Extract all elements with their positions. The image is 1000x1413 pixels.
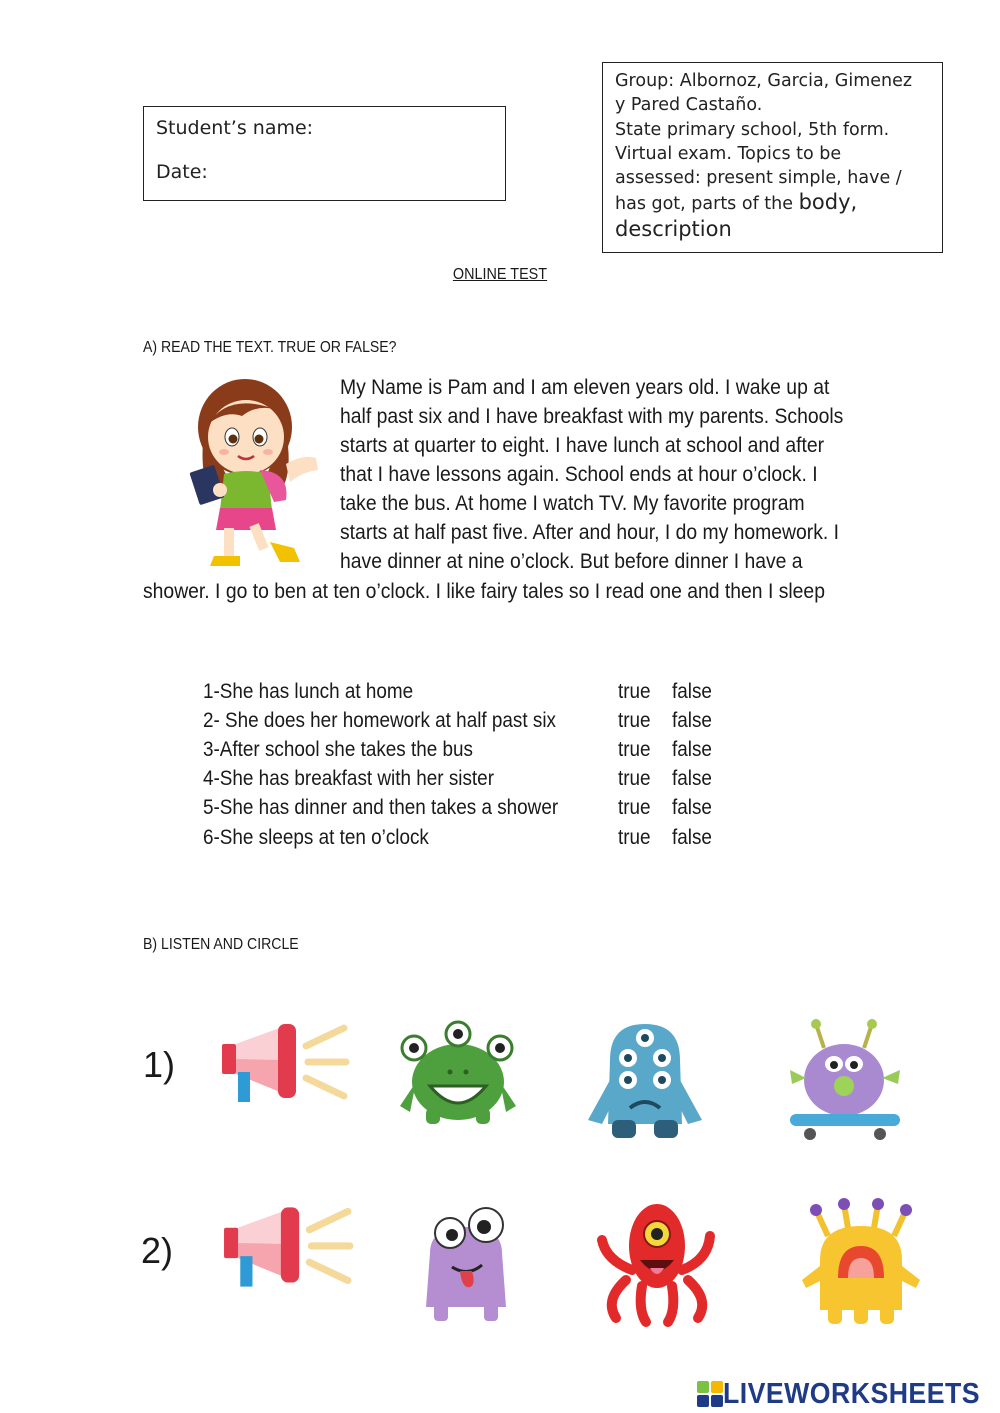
reading-line: starts at quarter to eight. I have lunch at school and after	[340, 433, 825, 457]
group-line: description	[615, 216, 732, 241]
student-info-box	[143, 106, 506, 201]
question-text: 5-She has dinner and then takes a shower	[203, 796, 559, 819]
answer-false-1[interactable]: false	[672, 680, 712, 703]
group-line-part: has got, parts of the	[615, 194, 799, 215]
reading-line: starts at half past five. After and hour, I do my homework. I	[340, 520, 840, 544]
row-number-2: 2)	[141, 1230, 174, 1271]
answer-false-2[interactable]: false	[672, 709, 712, 732]
answer-false-5[interactable]: false	[672, 796, 712, 819]
group-line: y Pared Castaño.	[615, 95, 763, 116]
answer-false-6[interactable]: false	[672, 826, 712, 849]
answer-true-2[interactable]: true	[618, 709, 651, 732]
reading-line: take the bus. At home I watch TV. My favorite program	[340, 491, 805, 515]
section-b-heading: B) LISTEN AND CIRCLE	[143, 936, 299, 953]
answer-true-4[interactable]: true	[618, 767, 651, 790]
question-text: 4-She has breakfast with her sister	[203, 767, 494, 790]
group-line: Group: Albornoz, Garcia, Gimenez	[615, 71, 913, 91]
liveworksheets-logo	[697, 1378, 1000, 1410]
answer-false-4[interactable]: false	[672, 767, 712, 790]
answer-true-5[interactable]: true	[618, 796, 651, 819]
reading-line: half past six and I have breakfast with my parents. Schools	[340, 404, 844, 428]
purple-skateboard-monster-icon[interactable]	[786, 1018, 904, 1146]
green-alien-monster-icon[interactable]	[396, 1020, 520, 1126]
date-label: Date:	[156, 161, 208, 183]
reading-line: shower. I go to ben at ten o’clock. I like fairy tales so I read one and then I sleep	[143, 579, 825, 603]
schoolgirl-illustration	[190, 372, 325, 574]
yellow-monster-icon[interactable]	[798, 1200, 924, 1328]
question-text: 3-After school she takes the bus	[203, 738, 473, 761]
answer-true-1[interactable]: true	[618, 680, 651, 703]
logo-mark-icon	[697, 1381, 723, 1407]
reading-line: My Name is Pam and I am eleven years old. I wake up at	[340, 375, 830, 399]
question-text: 1-She has lunch at home	[203, 680, 414, 703]
answer-false-3[interactable]: false	[672, 738, 712, 761]
reading-line: that I have lessons again. School ends at hour o’clock. I	[340, 462, 818, 486]
group-line: assessed: present simple, have /	[615, 168, 902, 189]
red-octopus-monster-icon[interactable]	[596, 1200, 718, 1328]
group-line	[615, 190, 930, 216]
section-a-heading: A) READ THE TEXT. TRUE OR FALSE?	[143, 339, 397, 356]
reading-line: have dinner at nine o’clock. But before dinner I have a	[340, 549, 803, 573]
blue-monster-icon[interactable]	[584, 1020, 706, 1142]
logo-text: LIVEWORKSHEETS	[723, 1377, 980, 1410]
group-info-box	[602, 62, 943, 253]
answer-true-6[interactable]: true	[618, 826, 651, 849]
megaphone-icon[interactable]	[222, 1205, 354, 1289]
answer-true-3[interactable]: true	[618, 738, 651, 761]
megaphone-icon[interactable]	[220, 1022, 350, 1104]
lilac-tongue-monster-icon[interactable]	[418, 1203, 514, 1325]
page-title: ONLINE TEST	[452, 266, 548, 283]
student-name-label: Student’s name:	[156, 117, 314, 139]
question-text: 6-She sleeps at ten o’clock	[203, 826, 429, 849]
group-line-part: body,	[798, 190, 858, 215]
group-line: Virtual exam. Topics to be	[615, 143, 842, 164]
group-line: State primary school, 5th form.	[615, 119, 890, 140]
row-number-1: 1)	[143, 1044, 176, 1085]
question-text: 2- She does her homework at half past six	[203, 709, 556, 732]
